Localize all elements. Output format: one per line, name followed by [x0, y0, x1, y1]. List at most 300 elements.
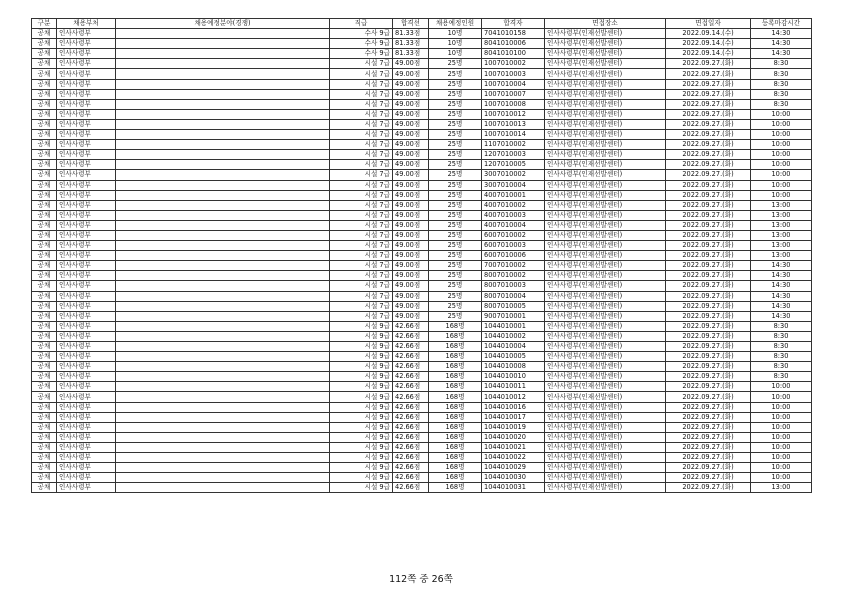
quota-cell: 25명 [429, 69, 482, 79]
cutoff-cell: 49.00점 [393, 210, 429, 220]
date-cell: 2022.09.14.(수) [666, 39, 751, 49]
table-row [32, 99, 812, 109]
cutoff-cell: 49.00점 [393, 200, 429, 210]
date-cell: 2022.09.27.(화) [666, 230, 751, 240]
table-row [32, 483, 812, 493]
candidate-id-cell: 7041010158 [482, 29, 545, 39]
field-cell [116, 160, 330, 170]
quota-cell: 25명 [429, 311, 482, 321]
department-cell: 인사사령부 [57, 382, 116, 392]
deadline-cell: 13:00 [751, 483, 812, 493]
cutoff-cell: 81.33점 [393, 29, 429, 39]
deadline-cell: 10:00 [751, 382, 812, 392]
candidate-id-cell: 1044010008 [482, 362, 545, 372]
date-cell: 2022.09.27.(화) [666, 483, 751, 493]
category-cell: 공채 [32, 170, 57, 180]
candidate-id-cell: 1044010011 [482, 382, 545, 392]
cutoff-cell: 42.66점 [393, 352, 429, 362]
field-cell [116, 59, 330, 69]
cutoff-cell: 49.00점 [393, 99, 429, 109]
table-row [32, 210, 812, 220]
quota-cell: 168명 [429, 342, 482, 352]
field-cell [116, 432, 330, 442]
location-cell: 인사사령부(인재선발센터) [545, 372, 666, 382]
grade-cell: 시설 7급 [330, 130, 393, 140]
table-row [32, 291, 812, 301]
grade-cell: 시설 7급 [330, 150, 393, 160]
cutoff-cell: 49.00점 [393, 130, 429, 140]
cutoff-cell: 49.00점 [393, 69, 429, 79]
header-cell: 면접일자 [666, 19, 751, 29]
quota-cell: 10명 [429, 29, 482, 39]
candidate-id-cell: 1207010003 [482, 150, 545, 160]
cutoff-cell: 49.00점 [393, 261, 429, 271]
quota-cell: 168명 [429, 372, 482, 382]
date-cell: 2022.09.27.(화) [666, 352, 751, 362]
deadline-cell: 10:00 [751, 453, 812, 463]
deadline-cell: 14:30 [751, 301, 812, 311]
field-cell [116, 140, 330, 150]
results-table [31, 18, 812, 493]
department-cell: 인사사령부 [57, 39, 116, 49]
field-cell [116, 130, 330, 140]
deadline-cell: 14:30 [751, 291, 812, 301]
grade-cell: 시설 7급 [330, 89, 393, 99]
category-cell: 공채 [32, 109, 57, 119]
deadline-cell: 14:30 [751, 49, 812, 59]
quota-cell: 168명 [429, 453, 482, 463]
date-cell: 2022.09.27.(화) [666, 392, 751, 402]
category-cell: 공채 [32, 261, 57, 271]
table-row [32, 422, 812, 432]
department-cell: 인사사령부 [57, 109, 116, 119]
candidate-id-cell: 4007010001 [482, 190, 545, 200]
location-cell: 인사사령부(인재선발센터) [545, 453, 666, 463]
candidate-id-cell: 8007010003 [482, 281, 545, 291]
category-cell: 공채 [32, 160, 57, 170]
table-row [32, 119, 812, 129]
category-cell: 공채 [32, 251, 57, 261]
field-cell [116, 69, 330, 79]
grade-cell: 시설 9급 [330, 342, 393, 352]
category-cell: 공채 [32, 49, 57, 59]
location-cell: 인사사령부(인재선발센터) [545, 251, 666, 261]
field-cell [116, 352, 330, 362]
date-cell: 2022.09.27.(화) [666, 281, 751, 291]
field-cell [116, 79, 330, 89]
grade-cell: 시설 9급 [330, 483, 393, 493]
category-cell: 공채 [32, 119, 57, 129]
department-cell: 인사사령부 [57, 220, 116, 230]
category-cell: 공채 [32, 69, 57, 79]
field-cell [116, 180, 330, 190]
deadline-cell: 13:00 [751, 210, 812, 220]
cutoff-cell: 49.00점 [393, 311, 429, 321]
grade-cell: 시설 7급 [330, 281, 393, 291]
grade-cell: 시설 7급 [330, 261, 393, 271]
cutoff-cell: 42.66점 [393, 412, 429, 422]
deadline-cell: 14:30 [751, 39, 812, 49]
quota-cell: 25명 [429, 180, 482, 190]
category-cell: 공채 [32, 422, 57, 432]
location-cell: 인사사령부(인재선발센터) [545, 39, 666, 49]
cutoff-cell: 42.66점 [393, 473, 429, 483]
quota-cell: 25명 [429, 170, 482, 180]
field-cell [116, 220, 330, 230]
category-cell: 공채 [32, 311, 57, 321]
location-cell: 인사사령부(인재선발센터) [545, 89, 666, 99]
grade-cell: 시설 7급 [330, 251, 393, 261]
deadline-cell: 13:00 [751, 200, 812, 210]
location-cell: 인사사령부(인재선발센터) [545, 49, 666, 59]
field-cell [116, 442, 330, 452]
cutoff-cell: 42.66점 [393, 432, 429, 442]
grade-cell: 시설 7급 [330, 311, 393, 321]
table-row [32, 372, 812, 382]
quota-cell: 25명 [429, 301, 482, 311]
field-cell [116, 99, 330, 109]
table-row [32, 311, 812, 321]
department-cell: 인사사령부 [57, 79, 116, 89]
field-cell [116, 453, 330, 463]
field-cell [116, 109, 330, 119]
table-row [32, 382, 812, 392]
category-cell: 공채 [32, 382, 57, 392]
cutoff-cell: 42.66점 [393, 402, 429, 412]
date-cell: 2022.09.27.(화) [666, 140, 751, 150]
cutoff-cell: 49.00점 [393, 241, 429, 251]
date-cell: 2022.09.27.(화) [666, 180, 751, 190]
header-cell: 구분 [32, 19, 57, 29]
category-cell: 공채 [32, 89, 57, 99]
department-cell: 인사사령부 [57, 281, 116, 291]
table-row [32, 301, 812, 311]
category-cell: 공채 [32, 190, 57, 200]
grade-cell: 시설 9급 [330, 382, 393, 392]
cutoff-cell: 42.66점 [393, 422, 429, 432]
candidate-id-cell: 1007010004 [482, 79, 545, 89]
cutoff-cell: 49.00점 [393, 79, 429, 89]
candidate-id-cell: 1007010007 [482, 89, 545, 99]
category-cell: 공채 [32, 210, 57, 220]
grade-cell: 시설 7급 [330, 140, 393, 150]
date-cell: 2022.09.27.(화) [666, 301, 751, 311]
field-cell [116, 372, 330, 382]
table-row [32, 412, 812, 422]
field-cell [116, 342, 330, 352]
table-row [32, 261, 812, 271]
table-row [32, 220, 812, 230]
candidate-id-cell: 1007010002 [482, 59, 545, 69]
grade-cell: 시설 7급 [330, 69, 393, 79]
department-cell: 인사사령부 [57, 210, 116, 220]
table-row [32, 230, 812, 240]
grade-cell: 시설 7급 [330, 79, 393, 89]
date-cell: 2022.09.14.(수) [666, 49, 751, 59]
date-cell: 2022.09.27.(화) [666, 59, 751, 69]
deadline-cell: 8:30 [751, 69, 812, 79]
quota-cell: 168명 [429, 352, 482, 362]
candidate-id-cell: 1044010005 [482, 352, 545, 362]
deadline-cell: 8:30 [751, 362, 812, 372]
candidate-id-cell: 6007010003 [482, 241, 545, 251]
location-cell: 인사사령부(인재선발센터) [545, 422, 666, 432]
category-cell: 공채 [32, 281, 57, 291]
date-cell: 2022.09.27.(화) [666, 422, 751, 432]
candidate-id-cell: 1044010031 [482, 483, 545, 493]
candidate-id-cell: 4007010002 [482, 200, 545, 210]
field-cell [116, 301, 330, 311]
location-cell: 인사사령부(인재선발센터) [545, 392, 666, 402]
field-cell [116, 89, 330, 99]
candidate-id-cell: 4007010004 [482, 220, 545, 230]
department-cell: 인사사령부 [57, 130, 116, 140]
category-cell: 공채 [32, 392, 57, 402]
table-body [32, 29, 812, 493]
location-cell: 인사사령부(인재선발센터) [545, 261, 666, 271]
table-row [32, 150, 812, 160]
deadline-cell: 10:00 [751, 109, 812, 119]
deadline-cell: 8:30 [751, 321, 812, 331]
cutoff-cell: 42.66점 [393, 463, 429, 473]
date-cell: 2022.09.27.(화) [666, 210, 751, 220]
department-cell: 인사사령부 [57, 432, 116, 442]
quota-cell: 25명 [429, 150, 482, 160]
quota-cell: 168명 [429, 442, 482, 452]
table-row [32, 89, 812, 99]
quota-cell: 168명 [429, 473, 482, 483]
date-cell: 2022.09.27.(화) [666, 89, 751, 99]
date-cell: 2022.09.27.(화) [666, 271, 751, 281]
department-cell: 인사사령부 [57, 331, 116, 341]
category-cell: 공채 [32, 291, 57, 301]
quota-cell: 25명 [429, 210, 482, 220]
field-cell [116, 190, 330, 200]
candidate-id-cell: 1107010002 [482, 140, 545, 150]
category-cell: 공채 [32, 140, 57, 150]
header-cell: 채용예정인원 [429, 19, 482, 29]
category-cell: 공채 [32, 200, 57, 210]
location-cell: 인사사령부(인재선발센터) [545, 412, 666, 422]
field-cell [116, 331, 330, 341]
table-row [32, 190, 812, 200]
field-cell [116, 170, 330, 180]
grade-cell: 시설 7급 [330, 220, 393, 230]
deadline-cell: 10:00 [751, 463, 812, 473]
table-row [32, 463, 812, 473]
department-cell: 인사사령부 [57, 99, 116, 109]
department-cell: 인사사령부 [57, 301, 116, 311]
field-cell [116, 119, 330, 129]
quota-cell: 25명 [429, 220, 482, 230]
department-cell: 인사사령부 [57, 200, 116, 210]
deadline-cell: 14:30 [751, 261, 812, 271]
department-cell: 인사사령부 [57, 271, 116, 281]
table-row [32, 331, 812, 341]
location-cell: 인사사령부(인재선발센터) [545, 160, 666, 170]
location-cell: 인사사령부(인재선발센터) [545, 483, 666, 493]
date-cell: 2022.09.27.(화) [666, 331, 751, 341]
category-cell: 공채 [32, 59, 57, 69]
grade-cell: 시설 9급 [330, 392, 393, 402]
location-cell: 인사사령부(인재선발센터) [545, 180, 666, 190]
category-cell: 공채 [32, 39, 57, 49]
department-cell: 인사사령부 [57, 311, 116, 321]
deadline-cell: 10:00 [751, 130, 812, 140]
quota-cell: 25명 [429, 241, 482, 251]
deadline-cell: 10:00 [751, 150, 812, 160]
location-cell: 인사사령부(인재선발센터) [545, 150, 666, 160]
table-row [32, 442, 812, 452]
location-cell: 인사사령부(인재선발센터) [545, 190, 666, 200]
deadline-cell: 13:00 [751, 241, 812, 251]
location-cell: 인사사령부(인재선발센터) [545, 140, 666, 150]
grade-cell: 시설 7급 [330, 180, 393, 190]
field-cell [116, 150, 330, 160]
quota-cell: 25명 [429, 291, 482, 301]
field-cell [116, 210, 330, 220]
department-cell: 인사사령부 [57, 190, 116, 200]
cutoff-cell: 49.00점 [393, 180, 429, 190]
deadline-cell: 8:30 [751, 352, 812, 362]
location-cell: 인사사령부(인재선발센터) [545, 130, 666, 140]
cutoff-cell: 49.00점 [393, 230, 429, 240]
deadline-cell: 8:30 [751, 342, 812, 352]
grade-cell: 시설 7급 [330, 99, 393, 109]
cutoff-cell: 49.00점 [393, 271, 429, 281]
date-cell: 2022.09.27.(화) [666, 130, 751, 140]
location-cell: 인사사령부(인재선발센터) [545, 311, 666, 321]
location-cell: 인사사령부(인재선발센터) [545, 402, 666, 412]
date-cell: 2022.09.27.(화) [666, 402, 751, 412]
deadline-cell: 10:00 [751, 392, 812, 402]
quota-cell: 168명 [429, 432, 482, 442]
grade-cell: 시설 7급 [330, 241, 393, 251]
department-cell: 인사사령부 [57, 180, 116, 190]
date-cell: 2022.09.27.(화) [666, 150, 751, 160]
quota-cell: 10명 [429, 39, 482, 49]
cutoff-cell: 49.00점 [393, 251, 429, 261]
department-cell: 인사사령부 [57, 89, 116, 99]
field-cell [116, 241, 330, 251]
date-cell: 2022.09.27.(화) [666, 291, 751, 301]
location-cell: 인사사령부(인재선발센터) [545, 352, 666, 362]
department-cell: 인사사령부 [57, 392, 116, 402]
deadline-cell: 8:30 [751, 99, 812, 109]
deadline-cell: 10:00 [751, 119, 812, 129]
cutoff-cell: 42.66점 [393, 362, 429, 372]
location-cell: 인사사령부(인재선발센터) [545, 79, 666, 89]
location-cell: 인사사령부(인재선발센터) [545, 29, 666, 39]
grade-cell: 시설 9급 [330, 463, 393, 473]
date-cell: 2022.09.27.(화) [666, 220, 751, 230]
candidate-id-cell: 1007010003 [482, 69, 545, 79]
cutoff-cell: 49.00점 [393, 119, 429, 129]
category-cell: 공채 [32, 342, 57, 352]
table-row [32, 342, 812, 352]
table-row [32, 29, 812, 39]
candidate-id-cell: 3007010004 [482, 180, 545, 190]
date-cell: 2022.09.27.(화) [666, 453, 751, 463]
department-cell: 인사사령부 [57, 241, 116, 251]
department-cell: 인사사령부 [57, 422, 116, 432]
deadline-cell: 8:30 [751, 372, 812, 382]
department-cell: 인사사령부 [57, 160, 116, 170]
department-cell: 인사사령부 [57, 412, 116, 422]
location-cell: 인사사령부(인재선발센터) [545, 69, 666, 79]
field-cell [116, 29, 330, 39]
table-row [32, 251, 812, 261]
location-cell: 인사사령부(인재선발센터) [545, 291, 666, 301]
location-cell: 인사사령부(인재선발센터) [545, 331, 666, 341]
grade-cell: 시설 9급 [330, 352, 393, 362]
category-cell: 공채 [32, 483, 57, 493]
table-row [32, 140, 812, 150]
location-cell: 인사사령부(인재선발센터) [545, 281, 666, 291]
category-cell: 공채 [32, 271, 57, 281]
category-cell: 공채 [32, 463, 57, 473]
quota-cell: 168명 [429, 392, 482, 402]
page-number: 112쪽 중 26쪽 [389, 574, 453, 585]
candidate-id-cell: 1007010014 [482, 130, 545, 140]
cutoff-cell: 42.66점 [393, 442, 429, 452]
candidate-id-cell: 3007010002 [482, 170, 545, 180]
date-cell: 2022.09.27.(화) [666, 442, 751, 452]
grade-cell: 시설 7급 [330, 301, 393, 311]
category-cell: 공채 [32, 402, 57, 412]
date-cell: 2022.09.27.(화) [666, 99, 751, 109]
category-cell: 공채 [32, 453, 57, 463]
location-cell: 인사사령부(인재선발센터) [545, 321, 666, 331]
field-cell [116, 412, 330, 422]
quota-cell: 25명 [429, 109, 482, 119]
table-row [32, 352, 812, 362]
quota-cell: 25명 [429, 89, 482, 99]
quota-cell: 168명 [429, 483, 482, 493]
cutoff-cell: 49.00점 [393, 281, 429, 291]
field-cell [116, 311, 330, 321]
candidate-id-cell: 6007010002 [482, 230, 545, 240]
field-cell [116, 362, 330, 372]
cutoff-cell: 49.00점 [393, 160, 429, 170]
location-cell: 인사사령부(인재선발센터) [545, 220, 666, 230]
location-cell: 인사사령부(인재선발센터) [545, 301, 666, 311]
cutoff-cell: 42.66점 [393, 483, 429, 493]
deadline-cell: 14:30 [751, 29, 812, 39]
category-cell: 공채 [32, 29, 57, 39]
table-row [32, 180, 812, 190]
department-cell: 인사사령부 [57, 483, 116, 493]
department-cell: 인사사령부 [57, 352, 116, 362]
department-cell: 인사사령부 [57, 170, 116, 180]
grade-cell: 시설 7급 [330, 200, 393, 210]
field-cell [116, 483, 330, 493]
table-row [32, 432, 812, 442]
header-cell: 직급 [330, 19, 393, 29]
category-cell: 공채 [32, 352, 57, 362]
grade-cell: 시설 7급 [330, 210, 393, 220]
grade-cell: 시설 7급 [330, 291, 393, 301]
deadline-cell: 14:30 [751, 281, 812, 291]
table-row [32, 392, 812, 402]
candidate-id-cell: 1044010017 [482, 412, 545, 422]
deadline-cell: 10:00 [751, 180, 812, 190]
department-cell: 인사사령부 [57, 473, 116, 483]
deadline-cell: 8:30 [751, 89, 812, 99]
table-row [32, 321, 812, 331]
cutoff-cell: 49.00점 [393, 220, 429, 230]
quota-cell: 10명 [429, 49, 482, 59]
